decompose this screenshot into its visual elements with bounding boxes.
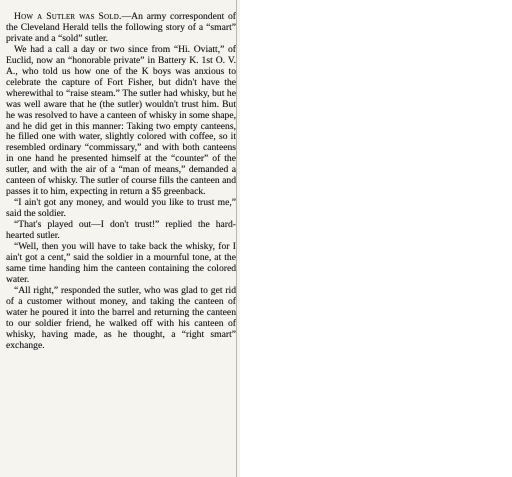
paragraph-text: —An army correspondent of the Cleveland Herald tells the following story of a “smart” private and a “sold” sutler. <box>6 11 236 44</box>
paragraph-dialogue: “Well, then you will have to take back the whisky, for I ain't got a cent,” said the soldier in a mournful tone, at the same time handing him the canteen containing the colored water. <box>6 241 236 285</box>
paragraph-dialogue: “That's played out—I don't trust!” replied the hard-hearted sutler. <box>6 219 236 242</box>
paragraph-ending: “All right,” responded the sutler, who was glad to get rid of a customer without money, and taking the canteen of water he poured it into the barrel and returning the canteen to our soldier friend, he walked off with his canteen of whisky, having made, as he thought, a “right smart” exchange. <box>6 284 236 351</box>
article-column <box>6 12 236 352</box>
paragraph-dialogue: “I ain't got any money, and would you like to trust me,” said the soldier. <box>6 197 236 220</box>
article-headline: How a Sutler was Sold. <box>14 11 122 22</box>
column-rule <box>236 0 237 477</box>
paragraph-story: We had a call a day or two since from “Hi. Oviatt,” of Euclid, now an “honorable private” in Battery K. 1st O. V. A., who told us how one of the K boys was anxious to celebrate the capture of Fort Fisher, but didn't have the wherewithal to “raise steam.” The sutler had whisky, but he was well aware that he (the sutler) wouldn't trust him. But he was resolved to have a canteen of whisky in some shape, and he did get in this manner: Taking two empty canteens, he filled one with water, slightly colored with coffee, so it resembled ordinary “commissary,” and with both canteens in one hand he presented himself at the “counter” of the sutler, and with the air of a “man of means,” demanded a canteen of whisky. The sutler of course fills the canteen and passes it to him, expecting in return a $5 greenback. <box>6 43 236 198</box>
newspaper-clipping <box>0 0 240 477</box>
paragraph-intro <box>6 12 236 45</box>
